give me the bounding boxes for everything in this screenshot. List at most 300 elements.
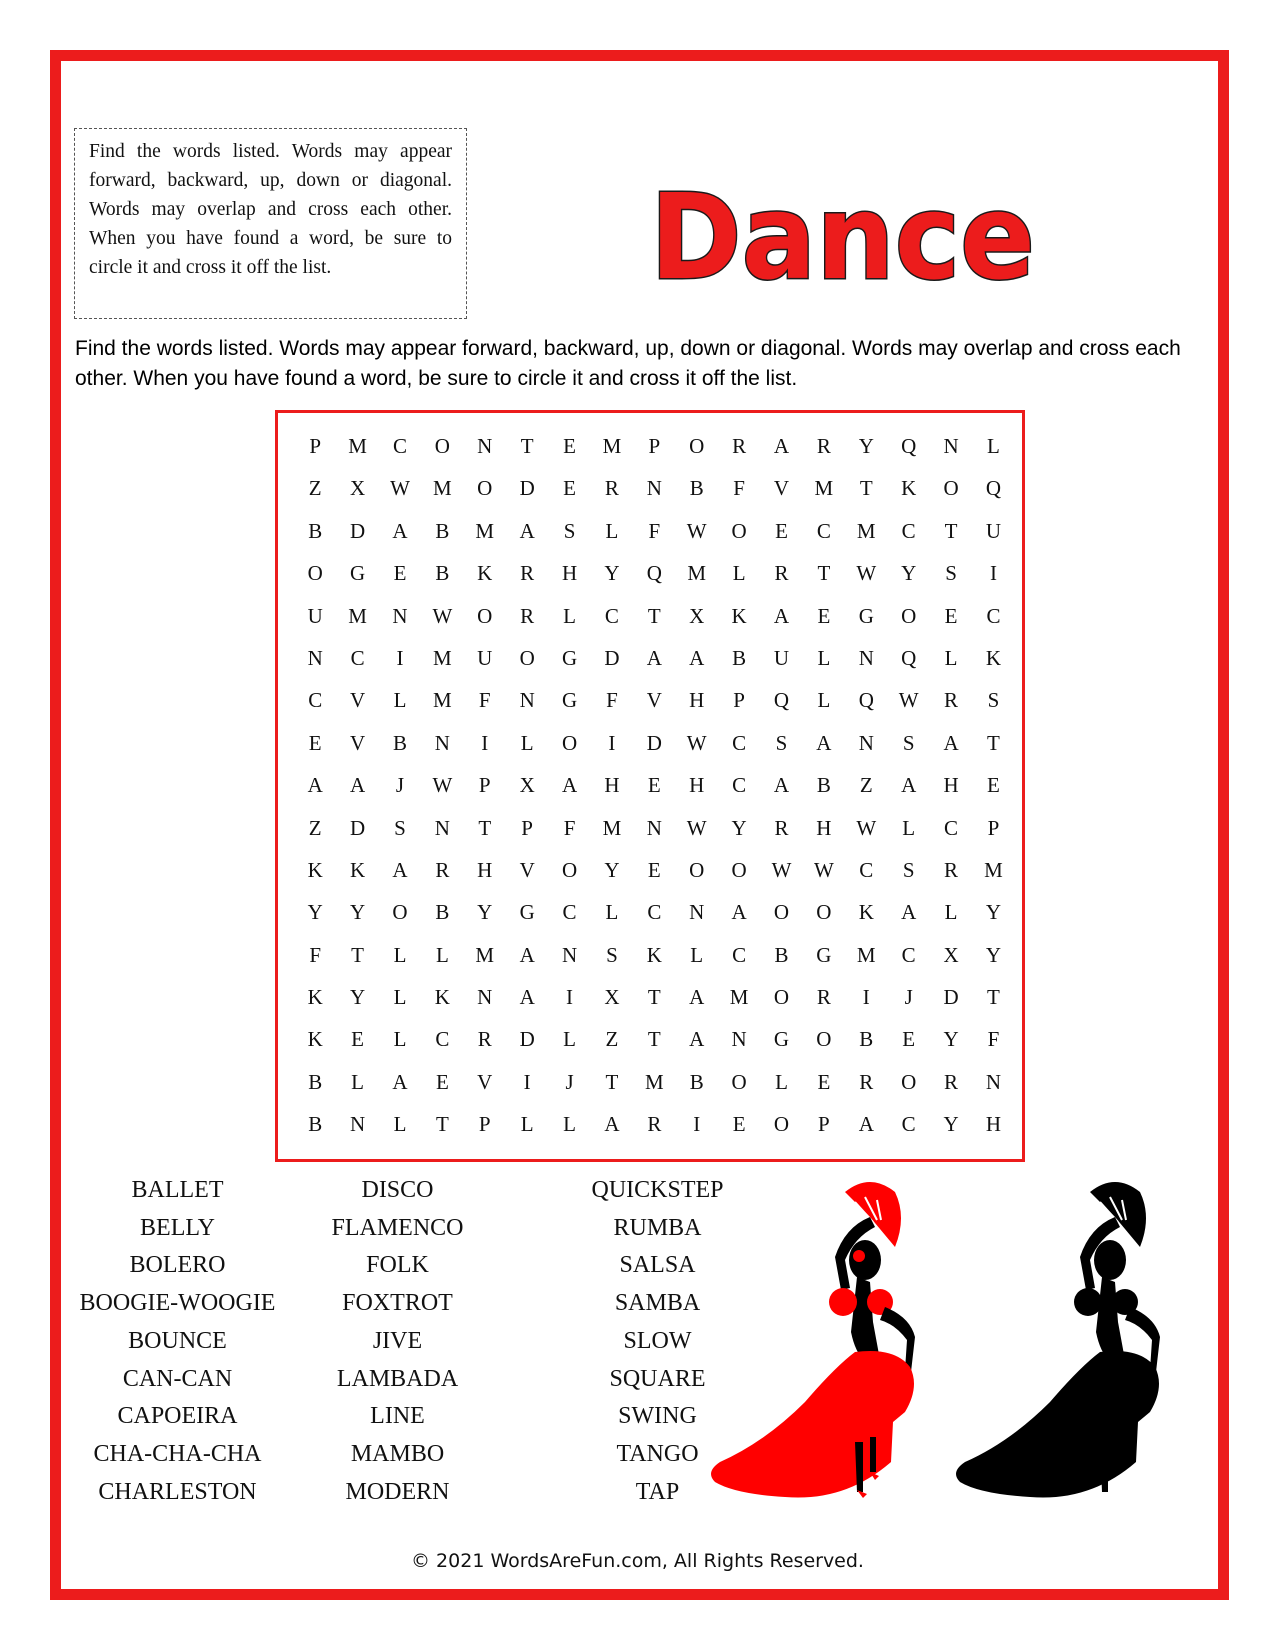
- grid-cell[interactable]: B: [308, 518, 323, 543]
- grid-cell[interactable]: T: [987, 730, 1000, 755]
- grid-cell[interactable]: C: [901, 942, 916, 967]
- word-list-item: CAN-CAN: [122, 1365, 233, 1392]
- grid-cell[interactable]: B: [392, 730, 407, 755]
- grid-cell[interactable]: T: [987, 985, 1000, 1010]
- grid-cell[interactable]: R: [944, 1069, 959, 1094]
- grid-cell[interactable]: N: [858, 645, 874, 670]
- grid-cell[interactable]: C: [732, 773, 747, 798]
- grid-cell[interactable]: K: [901, 476, 917, 501]
- grid-cell[interactable]: A: [773, 434, 790, 458]
- grid-cell[interactable]: E: [308, 730, 322, 755]
- grid-cell[interactable]: T: [817, 561, 831, 586]
- grid-cell[interactable]: P: [818, 1112, 830, 1137]
- grid-cell[interactable]: X: [350, 476, 366, 501]
- grid-cell[interactable]: V: [519, 857, 535, 882]
- grid-cell[interactable]: R: [774, 561, 789, 586]
- grid-cell[interactable]: R: [816, 985, 831, 1010]
- grid-cell[interactable]: O: [816, 1027, 832, 1052]
- grid-cell[interactable]: B: [859, 1027, 874, 1052]
- grid-cell[interactable]: N: [689, 900, 705, 925]
- grid-cell[interactable]: G: [561, 688, 578, 713]
- grid-cell[interactable]: O: [477, 603, 493, 628]
- grid-cell[interactable]: U: [477, 645, 493, 670]
- grid-cell[interactable]: L: [563, 603, 576, 628]
- grid-cell[interactable]: M: [602, 815, 622, 840]
- grid-cell[interactable]: T: [647, 985, 661, 1010]
- grid-cell[interactable]: W: [686, 518, 707, 543]
- grid-cell[interactable]: J: [395, 773, 405, 798]
- grid-cell[interactable]: Z: [308, 476, 322, 501]
- grid-cell[interactable]: S: [775, 730, 788, 755]
- grid-cell[interactable]: J: [904, 985, 913, 1010]
- grid-cell[interactable]: T: [647, 1027, 661, 1052]
- grid-cell[interactable]: G: [773, 1027, 790, 1052]
- grid-cell[interactable]: O: [943, 476, 959, 501]
- grid-cell[interactable]: L: [817, 688, 831, 713]
- grid-cell[interactable]: C: [392, 434, 407, 458]
- grid-cell[interactable]: W: [432, 603, 453, 628]
- grid-cell[interactable]: N: [561, 942, 578, 967]
- grid-cell[interactable]: F: [606, 688, 618, 713]
- grid-cell[interactable]: Q: [985, 476, 1002, 501]
- grid-cell[interactable]: K: [477, 561, 493, 586]
- grid-cell[interactable]: L: [435, 942, 449, 967]
- grid-cell[interactable]: Y: [901, 561, 917, 586]
- word-list-item: MAMBO: [350, 1440, 445, 1467]
- grid-cell[interactable]: R: [944, 688, 959, 713]
- grid-cell[interactable]: O: [773, 1112, 790, 1137]
- grid-cell[interactable]: I: [693, 1112, 701, 1137]
- grid-cell[interactable]: K: [731, 603, 747, 628]
- grid-cell[interactable]: P: [478, 1112, 491, 1137]
- grid-cell[interactable]: W: [856, 815, 877, 840]
- grid-cell[interactable]: B: [308, 1069, 323, 1094]
- grid-cell[interactable]: Y: [604, 857, 620, 882]
- word-list-item: LAMBADA: [336, 1365, 459, 1392]
- word-list-item: JIVE: [372, 1327, 423, 1354]
- grid-cell[interactable]: E: [817, 603, 831, 628]
- grid-cell[interactable]: W: [813, 857, 834, 882]
- grid-cell[interactable]: E: [435, 1069, 449, 1094]
- grid-cell[interactable]: E: [563, 476, 576, 501]
- grid-cell[interactable]: R: [477, 1027, 492, 1052]
- grid-cell[interactable]: L: [902, 815, 916, 840]
- grid-cell[interactable]: V: [773, 476, 790, 501]
- grid-cell[interactable]: H: [604, 773, 620, 798]
- grid-cell[interactable]: C: [944, 815, 959, 840]
- grid-cell[interactable]: D: [646, 730, 662, 755]
- grid-cell[interactable]: O: [773, 900, 790, 925]
- grid-cell[interactable]: F: [478, 688, 491, 713]
- grid-cell[interactable]: W: [686, 815, 707, 840]
- grid-cell[interactable]: N: [646, 476, 662, 501]
- grid-cell[interactable]: U: [307, 603, 323, 628]
- grid-cell[interactable]: A: [307, 773, 323, 798]
- grid-cell[interactable]: M: [602, 434, 622, 458]
- grid-cell[interactable]: Y: [350, 985, 366, 1010]
- grid-cell[interactable]: O: [901, 1069, 917, 1094]
- grid-cell[interactable]: V: [477, 1069, 493, 1094]
- grid-cell[interactable]: A: [943, 730, 959, 755]
- word-list-item: RUMBA: [613, 1214, 702, 1241]
- grid-cell[interactable]: X: [943, 942, 959, 967]
- grid-cell[interactable]: L: [351, 1069, 364, 1094]
- grid-cell[interactable]: A: [816, 730, 832, 755]
- grid-cell[interactable]: K: [350, 857, 366, 882]
- grid-cell[interactable]: A: [773, 773, 790, 798]
- grid-cell[interactable]: T: [520, 434, 534, 458]
- grid-cell[interactable]: Q: [646, 561, 662, 586]
- grid-cell[interactable]: A: [350, 773, 366, 798]
- grid-cell[interactable]: M: [475, 518, 495, 543]
- grid-cell[interactable]: O: [519, 645, 535, 670]
- grid-cell[interactable]: A: [519, 942, 535, 967]
- grid-cell[interactable]: A: [392, 1069, 408, 1094]
- grid-cell[interactable]: A: [561, 773, 578, 798]
- grid-cell[interactable]: R: [647, 1112, 662, 1137]
- grid-cell[interactable]: E: [563, 434, 576, 458]
- grid-cell[interactable]: S: [902, 730, 915, 755]
- grid-cell[interactable]: O: [901, 603, 917, 628]
- grid-cell[interactable]: N: [392, 603, 408, 628]
- grid-cell[interactable]: T: [478, 815, 492, 840]
- grid-cell[interactable]: N: [519, 688, 535, 713]
- grid-cell[interactable]: C: [901, 518, 916, 543]
- grid-cell[interactable]: Q: [773, 688, 790, 713]
- grid-cell[interactable]: R: [859, 1069, 874, 1094]
- word-list-item: BALLET: [131, 1177, 224, 1203]
- grid-cell[interactable]: F: [563, 815, 576, 840]
- grid-cell[interactable]: N: [434, 730, 450, 755]
- grid-cell[interactable]: L: [393, 942, 407, 967]
- grid-cell[interactable]: W: [390, 476, 410, 501]
- grid-cell[interactable]: H: [689, 688, 705, 713]
- grid-cell[interactable]: L: [944, 900, 958, 925]
- grid-cell[interactable]: M: [433, 688, 452, 713]
- grid-cell[interactable]: A: [858, 1112, 874, 1137]
- grid-cell[interactable]: F: [733, 476, 745, 501]
- grid-cell[interactable]: O: [816, 900, 832, 925]
- grid-cell[interactable]: O: [434, 434, 450, 458]
- grid-cell[interactable]: T: [435, 1112, 449, 1137]
- grid-cell[interactable]: I: [862, 985, 870, 1010]
- grid-cell[interactable]: M: [984, 857, 1003, 882]
- grid-cell[interactable]: L: [563, 1027, 576, 1052]
- grid-cell[interactable]: R: [604, 476, 619, 501]
- grid-cell[interactable]: E: [944, 603, 958, 628]
- grid-cell[interactable]: Z: [308, 815, 322, 840]
- grid-cell[interactable]: U: [985, 518, 1002, 543]
- grid-cell[interactable]: Y: [477, 900, 493, 925]
- grid-cell[interactable]: L: [393, 688, 407, 713]
- grid-cell[interactable]: S: [563, 518, 576, 543]
- grid-cell[interactable]: B: [435, 518, 450, 543]
- grid-cell[interactable]: L: [987, 434, 1000, 458]
- grid-cell[interactable]: C: [435, 1027, 450, 1052]
- grid-cell[interactable]: R: [944, 857, 959, 882]
- grid-cell[interactable]: W: [898, 688, 919, 713]
- grid-cell[interactable]: A: [901, 773, 917, 798]
- grid-cell[interactable]: E: [647, 857, 661, 882]
- grid-cell[interactable]: W: [432, 773, 453, 798]
- grid-cell[interactable]: O: [392, 900, 408, 925]
- grid-cell[interactable]: H: [985, 1112, 1002, 1137]
- grid-cell[interactable]: A: [519, 985, 535, 1010]
- grid-cell[interactable]: A: [604, 1112, 620, 1137]
- grid-cell[interactable]: L: [732, 561, 746, 586]
- grid-cell[interactable]: D: [604, 645, 620, 670]
- grid-cell[interactable]: T: [351, 942, 364, 967]
- grid-cell[interactable]: R: [520, 603, 535, 628]
- grid-cell[interactable]: C: [604, 603, 619, 628]
- grid-cell[interactable]: P: [478, 773, 491, 798]
- grid-cell[interactable]: O: [731, 518, 747, 543]
- grid-cell[interactable]: B: [435, 900, 450, 925]
- grid-cell[interactable]: D: [519, 476, 535, 501]
- grid-cell[interactable]: O: [689, 434, 705, 458]
- grid-cell[interactable]: W: [686, 730, 707, 755]
- word-list-column-2: [300, 1172, 495, 1511]
- grid-cell[interactable]: B: [689, 476, 704, 501]
- grid-cell[interactable]: P: [521, 815, 533, 840]
- grid-cell[interactable]: D: [519, 1027, 535, 1052]
- grid-cell[interactable]: W: [771, 857, 792, 882]
- grid-cell[interactable]: H: [689, 773, 705, 798]
- grid-cell[interactable]: V: [350, 730, 366, 755]
- grid-cell[interactable]: N: [434, 815, 450, 840]
- grid-cell[interactable]: V: [646, 688, 662, 713]
- grid-cell[interactable]: I: [989, 561, 997, 586]
- grid-cell[interactable]: E: [647, 773, 661, 798]
- grid-cell[interactable]: D: [350, 518, 366, 543]
- grid-cell[interactable]: T: [944, 518, 958, 543]
- word-list-item: DISCO: [361, 1177, 434, 1203]
- grid-cell[interactable]: N: [943, 434, 959, 458]
- grid-cell[interactable]: L: [520, 730, 534, 755]
- grid-cell[interactable]: L: [775, 1069, 788, 1094]
- grid-cell[interactable]: A: [689, 985, 705, 1010]
- grid-cell[interactable]: X: [604, 985, 620, 1010]
- grid-cell[interactable]: L: [520, 1112, 534, 1137]
- grid-cell[interactable]: R: [732, 434, 747, 458]
- grid-cell[interactable]: Y: [985, 900, 1002, 925]
- grid-cell[interactable]: K: [985, 645, 1002, 670]
- grid-cell[interactable]: B: [689, 1069, 704, 1094]
- flamenco-dancer-red-icon: [695, 1172, 965, 1512]
- grid-cell[interactable]: C: [816, 518, 831, 543]
- grid-cell[interactable]: S: [394, 815, 406, 840]
- grid-cell[interactable]: X: [519, 773, 535, 798]
- grid-cell[interactable]: S: [902, 857, 915, 882]
- grid-cell[interactable]: Y: [350, 900, 366, 925]
- grid-cell[interactable]: L: [690, 942, 704, 967]
- grid-cell[interactable]: N: [646, 815, 662, 840]
- grid-cell[interactable]: Y: [307, 900, 323, 925]
- grid-cell[interactable]: N: [350, 1112, 366, 1137]
- grid-cell[interactable]: T: [647, 603, 661, 628]
- grid-cell[interactable]: P: [648, 434, 661, 458]
- grid-cell[interactable]: A: [646, 645, 662, 670]
- grid-cell[interactable]: Z: [859, 773, 873, 798]
- grid-cell[interactable]: K: [858, 900, 874, 925]
- grid-cell[interactable]: O: [731, 1069, 747, 1094]
- grid-cell[interactable]: P: [309, 434, 322, 458]
- grid-cell[interactable]: T: [859, 476, 873, 501]
- grid-cell[interactable]: L: [393, 985, 407, 1010]
- grid-cell[interactable]: K: [646, 942, 662, 967]
- grid-cell[interactable]: Z: [605, 1027, 619, 1052]
- grid-cell[interactable]: E: [775, 518, 788, 543]
- grid-cell[interactable]: O: [561, 730, 578, 755]
- grid-cell[interactable]: A: [392, 857, 408, 882]
- grid-cell[interactable]: B: [435, 561, 450, 586]
- grid-cell[interactable]: R: [520, 561, 535, 586]
- grid-cell[interactable]: X: [689, 603, 705, 628]
- grid-cell[interactable]: I: [396, 645, 404, 670]
- grid-cell[interactable]: O: [731, 857, 747, 882]
- grid-cell[interactable]: Q: [901, 434, 917, 458]
- grid-cell[interactable]: H: [943, 773, 959, 798]
- grid-cell[interactable]: R: [435, 857, 450, 882]
- grid-cell[interactable]: P: [987, 815, 1000, 840]
- grid-cell[interactable]: A: [689, 1027, 705, 1052]
- grid-cell[interactable]: H: [816, 815, 832, 840]
- grid-cell[interactable]: O: [561, 857, 578, 882]
- grid-cell[interactable]: E: [732, 1112, 746, 1137]
- grid-cell[interactable]: M: [687, 561, 707, 586]
- grid-cell[interactable]: N: [477, 985, 493, 1010]
- grid-cell[interactable]: J: [565, 1069, 574, 1094]
- grid-cell[interactable]: I: [608, 730, 616, 755]
- grid-cell[interactable]: S: [606, 942, 618, 967]
- grid-cell[interactable]: M: [729, 985, 749, 1010]
- grid-cell[interactable]: N: [477, 434, 493, 458]
- grid-cell[interactable]: S: [987, 688, 1000, 713]
- grid-cell[interactable]: Y: [731, 815, 747, 840]
- grid-cell[interactable]: I: [523, 1069, 531, 1094]
- grid-cell[interactable]: M: [475, 942, 495, 967]
- grid-cell[interactable]: N: [307, 645, 323, 670]
- grid-cell[interactable]: F: [987, 1027, 1000, 1052]
- grid-cell[interactable]: Q: [901, 645, 917, 670]
- grid-cell[interactable]: C: [732, 730, 747, 755]
- grid-cell[interactable]: Y: [604, 561, 620, 586]
- grid-cell[interactable]: E: [902, 1027, 916, 1052]
- grid-cell[interactable]: N: [858, 730, 874, 755]
- grid-cell[interactable]: D: [350, 815, 366, 840]
- grid-cell[interactable]: E: [817, 1069, 831, 1094]
- grid-cell[interactable]: E: [987, 773, 1000, 798]
- grid-cell[interactable]: G: [816, 942, 832, 967]
- grid-cell[interactable]: B: [308, 1112, 323, 1137]
- grid-cell[interactable]: A: [392, 518, 408, 543]
- grid-cell[interactable]: M: [348, 603, 367, 628]
- grid-cell[interactable]: F: [309, 942, 322, 967]
- grid-cell[interactable]: Y: [858, 434, 874, 458]
- grid-cell[interactable]: M: [433, 645, 452, 670]
- grid-cell[interactable]: O: [307, 561, 323, 586]
- grid-cell[interactable]: G: [858, 603, 874, 628]
- grid-cell[interactable]: F: [648, 518, 661, 543]
- grid-cell[interactable]: L: [817, 645, 831, 670]
- grid-cell[interactable]: C: [308, 688, 323, 713]
- grid-cell[interactable]: B: [732, 645, 747, 670]
- grid-cell[interactable]: A: [689, 645, 705, 670]
- grid-cell[interactable]: L: [393, 1112, 407, 1137]
- grid-cell[interactable]: B: [774, 942, 789, 967]
- grid-cell[interactable]: A: [901, 900, 917, 925]
- grid-cell[interactable]: L: [393, 1027, 407, 1052]
- grid-cell[interactable]: K: [307, 1027, 323, 1052]
- grid-cell[interactable]: C: [647, 900, 662, 925]
- grid-cell[interactable]: N: [731, 1027, 747, 1052]
- grid-cell[interactable]: K: [434, 985, 450, 1010]
- grid-cell[interactable]: I: [566, 985, 574, 1010]
- grid-cell[interactable]: O: [477, 476, 493, 501]
- grid-cell[interactable]: L: [944, 645, 958, 670]
- grid-cell[interactable]: C: [986, 603, 1001, 628]
- grid-cell[interactable]: A: [519, 518, 535, 543]
- page-title: [650, 170, 1050, 310]
- grid-cell[interactable]: S: [945, 561, 957, 586]
- grid-cell[interactable]: T: [605, 1069, 619, 1094]
- grid-cell[interactable]: C: [859, 857, 874, 882]
- grid-cell[interactable]: W: [856, 561, 877, 586]
- grid-cell[interactable]: C: [732, 942, 747, 967]
- grid-cell[interactable]: L: [605, 900, 619, 925]
- grid-cell[interactable]: A: [773, 603, 790, 628]
- grid-cell[interactable]: M: [856, 942, 876, 967]
- grid-cell[interactable]: C: [562, 900, 577, 925]
- grid-cell[interactable]: G: [519, 900, 535, 925]
- grid-cell[interactable]: B: [816, 773, 831, 798]
- grid-cell[interactable]: A: [731, 900, 747, 925]
- grid-cell[interactable]: Y: [943, 1112, 959, 1137]
- grid-cell[interactable]: M: [348, 434, 367, 458]
- grid-cell[interactable]: M: [856, 518, 876, 543]
- grid-cell[interactable]: I: [481, 730, 489, 755]
- grid-cell[interactable]: M: [644, 1069, 664, 1094]
- word-list-item: FLAMENCO: [331, 1214, 464, 1241]
- grid-cell[interactable]: G: [350, 561, 366, 586]
- grid-cell[interactable]: D: [943, 985, 959, 1010]
- grid-cell[interactable]: H: [561, 561, 578, 586]
- grid-cell[interactable]: Q: [858, 688, 874, 713]
- grid-cell[interactable]: R: [774, 815, 789, 840]
- grid-cell[interactable]: N: [985, 1069, 1002, 1094]
- grid-cell[interactable]: K: [307, 857, 323, 882]
- grid-cell[interactable]: M: [814, 476, 834, 501]
- grid-cell[interactable]: O: [773, 985, 790, 1010]
- grid-cell[interactable]: C: [901, 1112, 916, 1137]
- grid-cell[interactable]: P: [733, 688, 745, 713]
- grid-cell[interactable]: R: [816, 434, 831, 458]
- grid-cell[interactable]: U: [773, 645, 790, 670]
- grid-cell[interactable]: O: [689, 857, 705, 882]
- grid-cell[interactable]: C: [350, 645, 365, 670]
- grid-cell[interactable]: L: [605, 518, 619, 543]
- grid-cell[interactable]: E: [393, 561, 407, 586]
- grid-cell[interactable]: Y: [985, 942, 1002, 967]
- grid-cell[interactable]: E: [351, 1027, 364, 1052]
- grid-cell[interactable]: H: [477, 857, 493, 882]
- grid-cell[interactable]: K: [307, 985, 323, 1010]
- grid-cell[interactable]: L: [563, 1112, 576, 1137]
- grid-cell[interactable]: V: [350, 688, 366, 713]
- grid-cell[interactable]: G: [561, 645, 578, 670]
- grid-cell[interactable]: M: [433, 476, 452, 501]
- grid-cell[interactable]: Y: [943, 1027, 959, 1052]
